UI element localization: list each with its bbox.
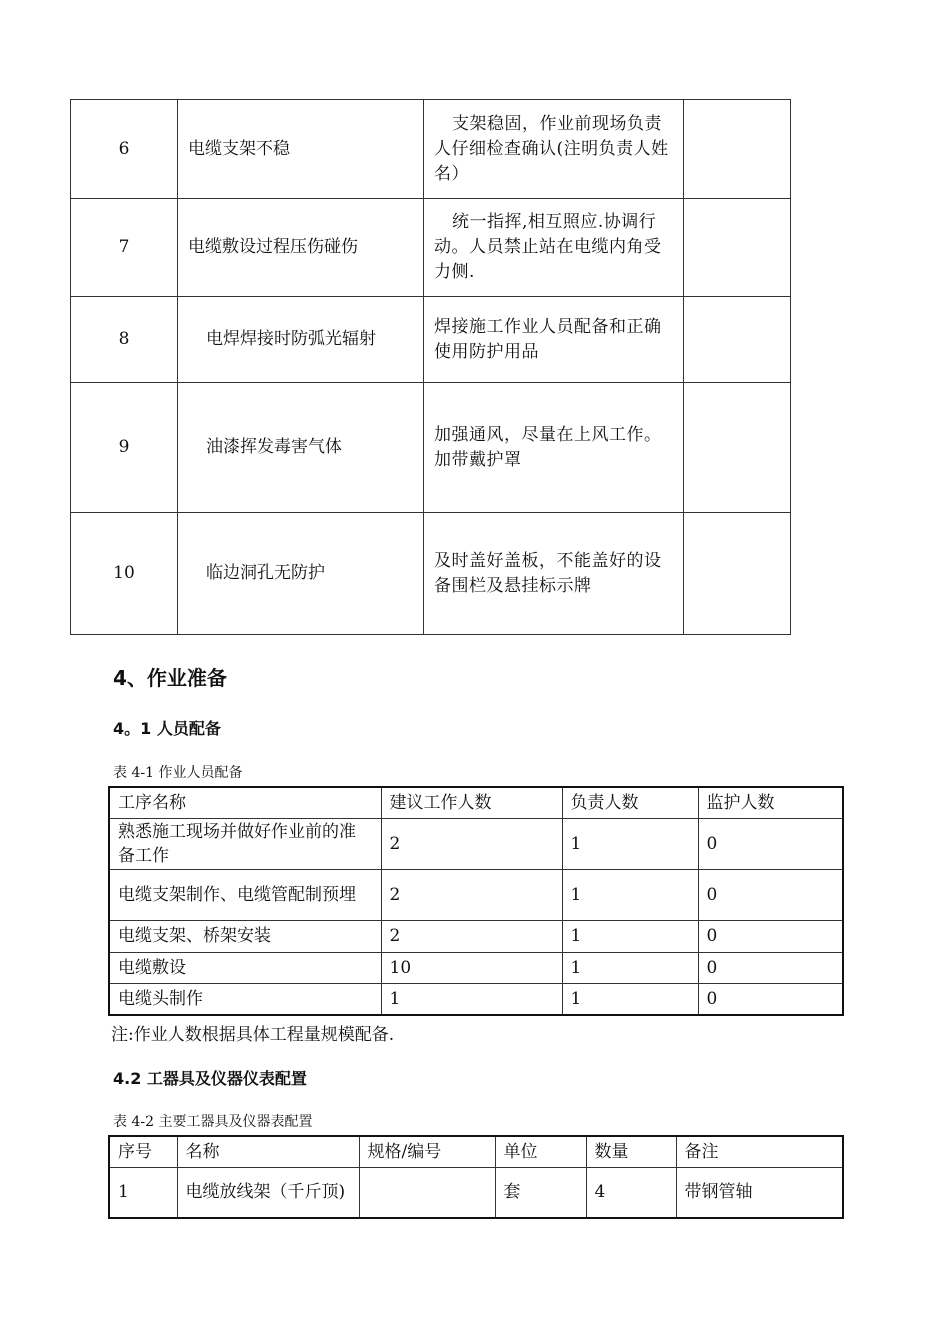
column-header: 规格/编号 bbox=[359, 1136, 495, 1167]
table-header-row bbox=[109, 787, 843, 818]
column-header: 名称 bbox=[177, 1136, 359, 1167]
table-cell: 电缆敷设 bbox=[109, 952, 381, 983]
table-cell: 0 bbox=[698, 952, 843, 983]
table-cell: 1 bbox=[562, 869, 698, 920]
row-number: 6 bbox=[71, 100, 178, 199]
table-cell: 2 bbox=[381, 869, 562, 920]
row-number: 7 bbox=[71, 199, 178, 297]
table-cell: 4 bbox=[586, 1167, 676, 1218]
hazard-cell: 临边洞孔无防护 bbox=[178, 513, 424, 635]
table-cell: 1 bbox=[562, 920, 698, 952]
table-row bbox=[71, 297, 791, 383]
table-caption: 表 4-1 作业人员配备 bbox=[113, 765, 243, 781]
table-row bbox=[109, 818, 843, 869]
hazard-cell: 电缆敷设过程压伤碰伤 bbox=[178, 199, 424, 297]
table-cell: 带钢管轴 bbox=[676, 1167, 843, 1218]
table-cell: 1 bbox=[562, 983, 698, 1015]
column-header: 数量 bbox=[586, 1136, 676, 1167]
table-caption: 表 4-2 主要工器具及仪器表配置 bbox=[113, 1114, 313, 1130]
table-row bbox=[71, 383, 791, 513]
table-cell: 1 bbox=[381, 983, 562, 1015]
column-header: 监护人数 bbox=[698, 787, 843, 818]
table-row bbox=[109, 983, 843, 1015]
table-row bbox=[71, 199, 791, 297]
table-row bbox=[71, 100, 791, 199]
column-header: 序号 bbox=[109, 1136, 177, 1167]
table-cell: 10 bbox=[381, 952, 562, 983]
measure-cell: 支架稳固，作业前现场负责人仔细检查确认(注明负责人姓名） bbox=[424, 100, 684, 199]
table-cell: 1 bbox=[109, 1167, 177, 1218]
remark-cell bbox=[684, 297, 791, 383]
hazard-cell: 电缆支架不稳 bbox=[178, 100, 424, 199]
table-cell: 0 bbox=[698, 869, 843, 920]
remark-cell bbox=[684, 383, 791, 513]
remark-cell bbox=[684, 513, 791, 635]
remark-cell bbox=[684, 100, 791, 199]
subsection-heading: 4。1 人员配备 bbox=[113, 719, 221, 738]
table-row bbox=[109, 952, 843, 983]
table-cell: 2 bbox=[381, 920, 562, 952]
table-cell: 0 bbox=[698, 983, 843, 1015]
table-cell: 熟悉施工现场并做好作业前的准备工作 bbox=[109, 818, 381, 869]
measure-cell: 统一指挥,相互照应.协调行动。人员禁止站在电缆内角受力侧. bbox=[424, 199, 684, 297]
table-cell: 1 bbox=[562, 952, 698, 983]
table-cell: 0 bbox=[698, 920, 843, 952]
measure-cell: 焊接施工作业人员配备和正确使用防护用品 bbox=[424, 297, 684, 383]
table-cell: 2 bbox=[381, 818, 562, 869]
hazard-cell: 电焊焊接时防弧光辐射 bbox=[178, 297, 424, 383]
table-row bbox=[109, 869, 843, 920]
column-header: 建议工作人数 bbox=[381, 787, 562, 818]
table-cell bbox=[359, 1167, 495, 1218]
table-row bbox=[71, 513, 791, 635]
row-number: 10 bbox=[71, 513, 178, 635]
column-header: 单位 bbox=[495, 1136, 586, 1167]
column-header: 备注 bbox=[676, 1136, 843, 1167]
staffing-table bbox=[108, 786, 844, 1016]
table-cell: 电缆放线架（千斤顶) bbox=[177, 1167, 359, 1218]
row-number: 8 bbox=[71, 297, 178, 383]
measure-cell: 加强通风，尽量在上风工作。加带戴护罩 bbox=[424, 383, 684, 513]
table-row bbox=[109, 1167, 843, 1218]
table-cell: 1 bbox=[562, 818, 698, 869]
table-cell: 0 bbox=[698, 818, 843, 869]
table-cell: 电缆支架制作、电缆管配制预埋 bbox=[109, 869, 381, 920]
risk-control-table bbox=[70, 99, 791, 635]
tools-table bbox=[108, 1135, 844, 1219]
table-cell: 电缆头制作 bbox=[109, 983, 381, 1015]
table-row bbox=[109, 920, 843, 952]
hazard-cell: 油漆挥发毒害气体 bbox=[178, 383, 424, 513]
table-cell: 套 bbox=[495, 1167, 586, 1218]
section-heading: 4、作业准备 bbox=[113, 666, 227, 690]
subsection-heading: 4.2 工器具及仪器仪表配置 bbox=[113, 1069, 307, 1088]
remark-cell bbox=[684, 199, 791, 297]
column-header: 负责人数 bbox=[562, 787, 698, 818]
table-cell: 电缆支架、桥架安装 bbox=[109, 920, 381, 952]
column-header: 工序名称 bbox=[109, 787, 381, 818]
measure-cell: 及时盖好盖板，不能盖好的设备围栏及悬挂标示牌 bbox=[424, 513, 684, 635]
table-header-row bbox=[109, 1136, 843, 1167]
row-number: 9 bbox=[71, 383, 178, 513]
table-note: 注:作业人数根据具体工程量规模配备. bbox=[111, 1025, 395, 1045]
